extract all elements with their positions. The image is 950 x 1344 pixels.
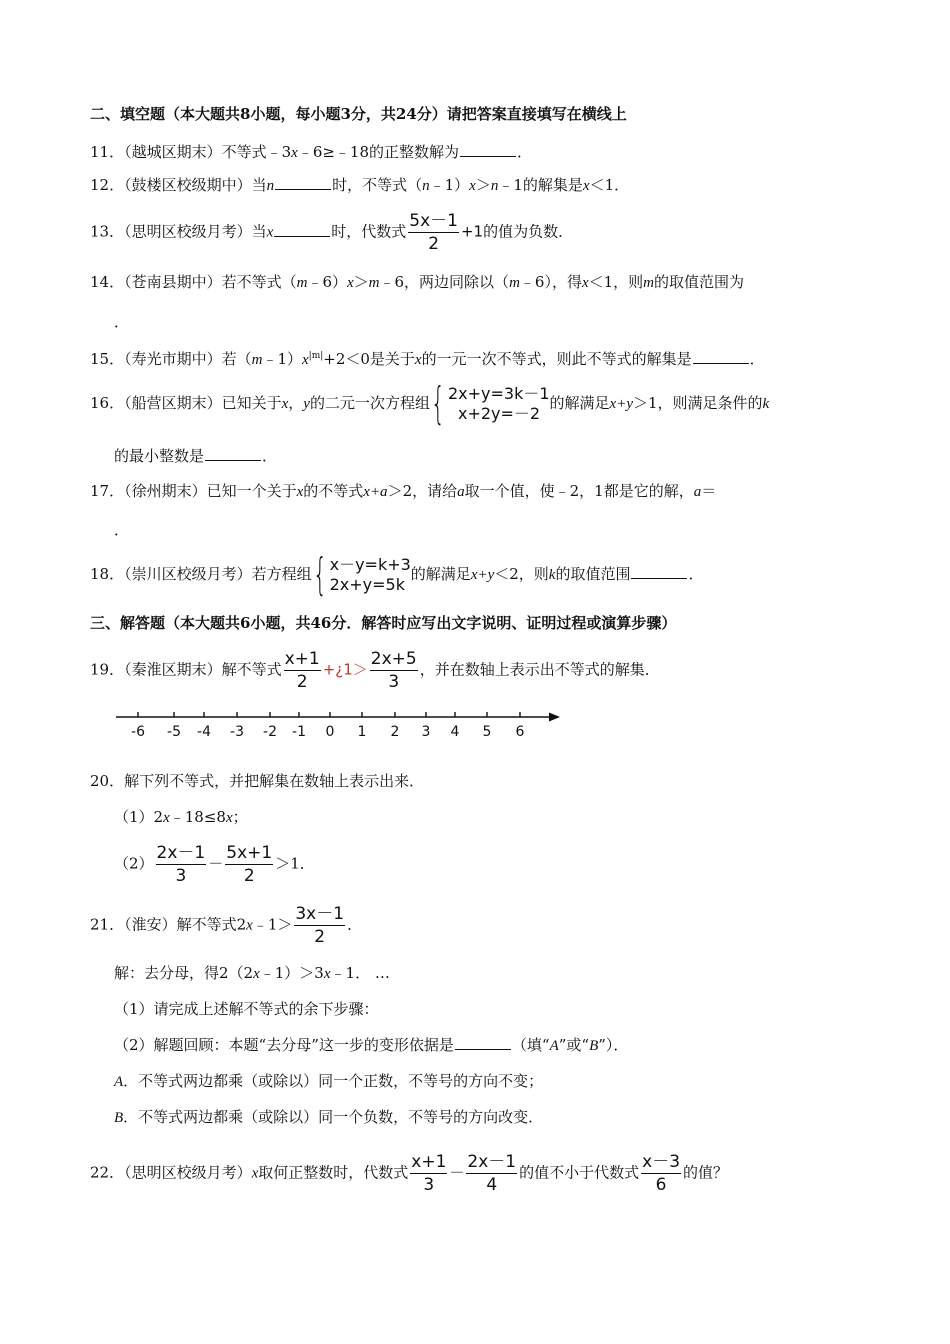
number-line-label: -4 <box>197 724 211 740</box>
question-20-part-2: （2） $\frac{2x-1}{3}$ － $\frac{5x+1}{2}$ ＞1． <box>114 843 315 886</box>
number-line-label: -1 <box>292 724 306 740</box>
section-2-heading: 二、填空题（本大题共8小题，每小题3分，共24分）请把答案直接填写在横线上 <box>90 105 627 123</box>
number-line-label: -6 <box>131 724 145 740</box>
question-16-cont: 的最小整数是 ． <box>114 447 278 465</box>
fraction: $\frac{5x-1}{2}$ <box>409 211 458 254</box>
question-22: 22．（思明区校级月考）x取何正整数时，代数式 $\frac{x+1}{3}$ － $\frac{2x-1}{4}$ 的值不小于代数式 $\frac{x-3}{6}$ 的值？ <box>90 1152 729 1195</box>
question-17-blank-line: ． <box>114 521 130 539</box>
question-15: 15．（寿光市期中）若$(m﹣1)x^{|m|}+2<0$是关于x的一元一次不等式，则此不等式的解集是 ． <box>90 350 765 368</box>
answer-blank <box>275 175 331 190</box>
option-a: A．不等式两边都乘（或除以）同一个正数，不等号的方向不变； <box>114 1072 544 1090</box>
question-21-solution: 解：去分母，得2（2x﹣1）＞3x﹣1． … <box>114 964 390 982</box>
question-21-part-1: （1）请完成上述解不等式的余下步骤： <box>114 1000 379 1018</box>
question-16: 16．（船营区期末）已知关于x，y的二元一次方程组 { 2x+y=3k－1 x+2y=－2 的解满足x+y＞1，则满足条件的k <box>90 378 770 429</box>
question-17: 17．（徐州期末）已知一个关于x的不等式x+a＞2，请给a取一个值，使﹣2，1都是它的解，a＝ <box>90 482 717 500</box>
answer-blank <box>455 1035 511 1050</box>
answer-blank <box>205 446 261 461</box>
fraction: $\frac{x+1}{3}$ <box>411 1152 447 1195</box>
option-b: B．不等式两边都乘（或除以）同一个负数，不等号的方向改变． <box>114 1108 544 1126</box>
equation-system: { 2x+y=3k－1 x+2y=－2 <box>430 378 550 429</box>
number-line-label: 6 <box>515 724 525 740</box>
number-line <box>112 704 572 744</box>
question-20-part-1: （1）2x﹣18≤8x； <box>114 808 248 826</box>
question-19: 19．（秦淮区期末）解不等式 $\frac{x+1}{2}$ +¿1＞ $\frac{2x+5}{3}$ ，并在数轴上表示出不等式的解集． <box>90 649 660 692</box>
equation-system: { x－y=k+3 2x+y=5k <box>312 549 411 600</box>
fraction: $\frac{2x+5}{3}$ <box>370 649 417 692</box>
number-line-label: 5 <box>482 724 492 740</box>
answer-blank <box>274 222 330 237</box>
question-14: 14．（苍南县期中）若不等式（m﹣6）x＞m﹣6，两边同除以（m﹣6），得x＜1，则m的取值范围为 <box>90 273 745 291</box>
question-18: 18．（崇川区校级月考）若方程组 { x－y=k+3 2x+y=5k 的解满足x+y＜2，则k的取值范围 ． <box>90 549 704 600</box>
question-14-blank-line: ． <box>114 313 130 331</box>
number-line-label: 4 <box>450 724 460 740</box>
fraction: $\frac{5x+1}{2}$ <box>226 843 273 886</box>
question-21-part-2: （2）解题回顾：本题“去分母”这一步的变形依据是 （填“A”或“B”）． <box>114 1036 629 1054</box>
number-line-label: 3 <box>421 724 431 740</box>
fraction: $\frac{3x-1}{2}$ <box>295 904 345 947</box>
fraction: $\frac{x-3}{6}$ <box>642 1152 681 1195</box>
section-3-heading: 三、解答题（本大题共6小题，共46分．解答时应写出文字说明、证明过程或演算步骤） <box>90 614 677 632</box>
fraction: $\frac{2x-1}{3}$ <box>156 843 206 886</box>
arrow-right-icon <box>549 713 560 722</box>
number-line-label: 2 <box>390 724 400 740</box>
fraction: $\frac{x+1}{2}$ <box>284 649 320 692</box>
number-line-label: -3 <box>230 724 244 740</box>
number-line-label: -5 <box>167 724 181 740</box>
answer-blank <box>460 142 516 157</box>
number-line-label: 1 <box>357 724 367 740</box>
answer-blank <box>693 349 749 364</box>
question-12: 12．（鼓楼区校级期中）当n 时，不等式（n﹣1）x＞n﹣1的解集是x＜1． <box>90 176 630 194</box>
number-line-label: 0 <box>325 724 335 740</box>
fraction: $\frac{2x-1}{4}$ <box>467 1152 517 1195</box>
question-13: 13．（思明区校级月考）当x 时，代数式 $\frac{5x-1}{2}$ +1的值为负数． <box>90 211 574 254</box>
answer-blank <box>631 564 687 579</box>
number-line-label: -2 <box>263 724 277 740</box>
question-20: 20．解下列不等式，并把解集在数轴上表示出来． <box>90 772 425 790</box>
question-21: 21．（淮安）解不等式2x﹣1＞ $\frac{3x-1}{2}$ ． <box>90 904 363 947</box>
question-11: 11．（越城区期末）不等式﹣3x﹣6≥﹣18的正整数解为 ． <box>90 143 533 161</box>
